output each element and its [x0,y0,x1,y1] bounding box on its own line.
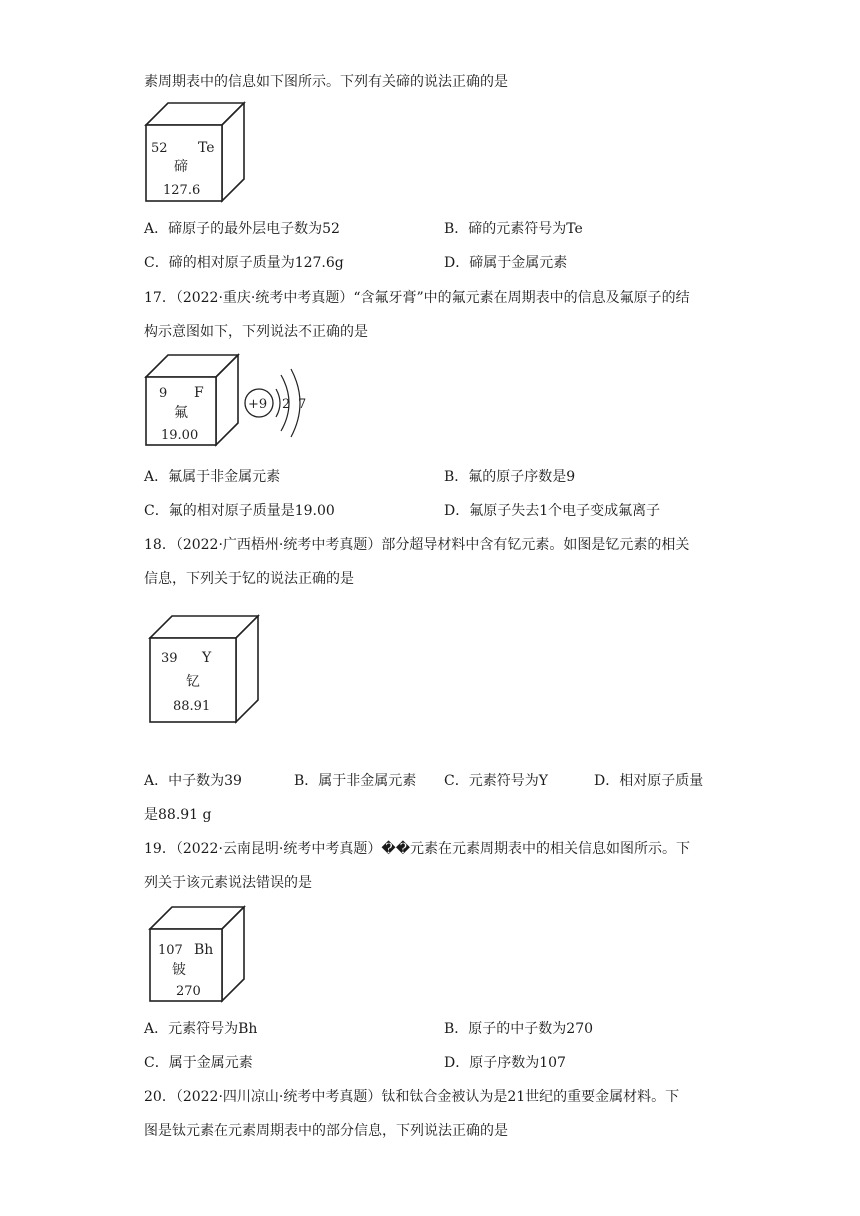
element-symbol: Y [202,650,212,666]
element-tile-fluorine [146,355,242,447]
option-a: A．元素符号为Bh [144,1021,258,1037]
question-18-line-1: 18．（2022·广西梧州·统考中考真题）部分超导材料中含有钇元素。如图是钇元素的相关 [144,537,690,553]
element-name: 铍 [172,962,186,978]
atomic-mass: 127.6 [163,183,201,198]
option-b: B．氟的原子序数是9 [444,469,576,485]
atomic-number: 52 [151,141,168,156]
element-name: 碲 [174,159,188,175]
atomic-mass: 270 [176,984,201,999]
question-16-intro: 素周期表中的信息如下图所示。下列有关碲的说法正确的是 [144,74,508,90]
option-d: D．氟原子失去1个电子变成氟离子 [444,503,661,519]
option-d: D．相对原子质量 [594,773,704,789]
option-c: C．碲的相对原子质量为127.6g [144,255,344,271]
option-b: B．原子的中子数为270 [444,1021,594,1037]
element-tile-tellurium [146,103,250,203]
element-symbol: Te [198,140,215,156]
option-b: B．属于非金属元素 [294,773,417,789]
option-d: D．原子序数为107 [444,1055,566,1071]
question-17-line-1: 17．（2022·重庆·统考中考真题）“含氟牙膏”中的氟元素在周期表中的信息及氟原子的结 [144,290,690,306]
question-19-line-2: 列关于该元素说法错误的是 [144,875,312,891]
element-name: 钇 [186,674,200,690]
option-a: A．碲原子的最外层电子数为52 [144,221,340,237]
element-tile-yttrium [150,616,260,724]
question-17-line-2: 构示意图如下，下列说法不正确的是 [144,324,368,340]
question-20-line-2: 图是钛元素在元素周期表中的部分信息，下列说法正确的是 [144,1123,508,1139]
question-18-line-2: 信息，下列关于钇的说法正确的是 [144,571,354,587]
option-c: C．元素符号为Y [444,773,548,789]
option-a: A．中子数为39 [144,773,242,789]
atomic-mass: 19.00 [161,428,199,443]
element-name: 氟 [174,405,188,421]
question-19-line-1: 19．（2022·云南昆明·统考中考真题）��元素在元素周期表中的相关信息如图所示。下 [144,841,691,857]
option-a: A．氟属于非金属元素 [144,469,281,485]
element-tile-bohrium [150,907,246,1003]
fluorine-atom-structure-diagram [243,361,313,441]
nucleus-charge: +9 [248,397,268,412]
option-c: C．氟的相对原子质量是19.00 [144,503,335,519]
option-d: D．碲属于金属元素 [444,255,568,271]
element-symbol: Bh [194,942,214,958]
option-b: B．碲的元素符号为Te [444,221,583,237]
option-c: C．属于金属元素 [144,1055,253,1071]
atomic-number: 9 [159,386,168,401]
electron-shell-2: 7 [298,397,307,412]
question-20-line-1: 20．（2022·四川凉山·统考中考真题）钛和钛合金被认为是21世纪的重要金属材料。下 [144,1089,680,1105]
option-d-continuation: 是88.91 g [144,807,212,823]
atomic-mass: 88.91 [173,699,211,714]
element-symbol: F [194,385,204,401]
atomic-number: 39 [161,651,178,666]
electron-shell-1: 2 [282,397,291,412]
atomic-number: 107 [158,943,183,958]
